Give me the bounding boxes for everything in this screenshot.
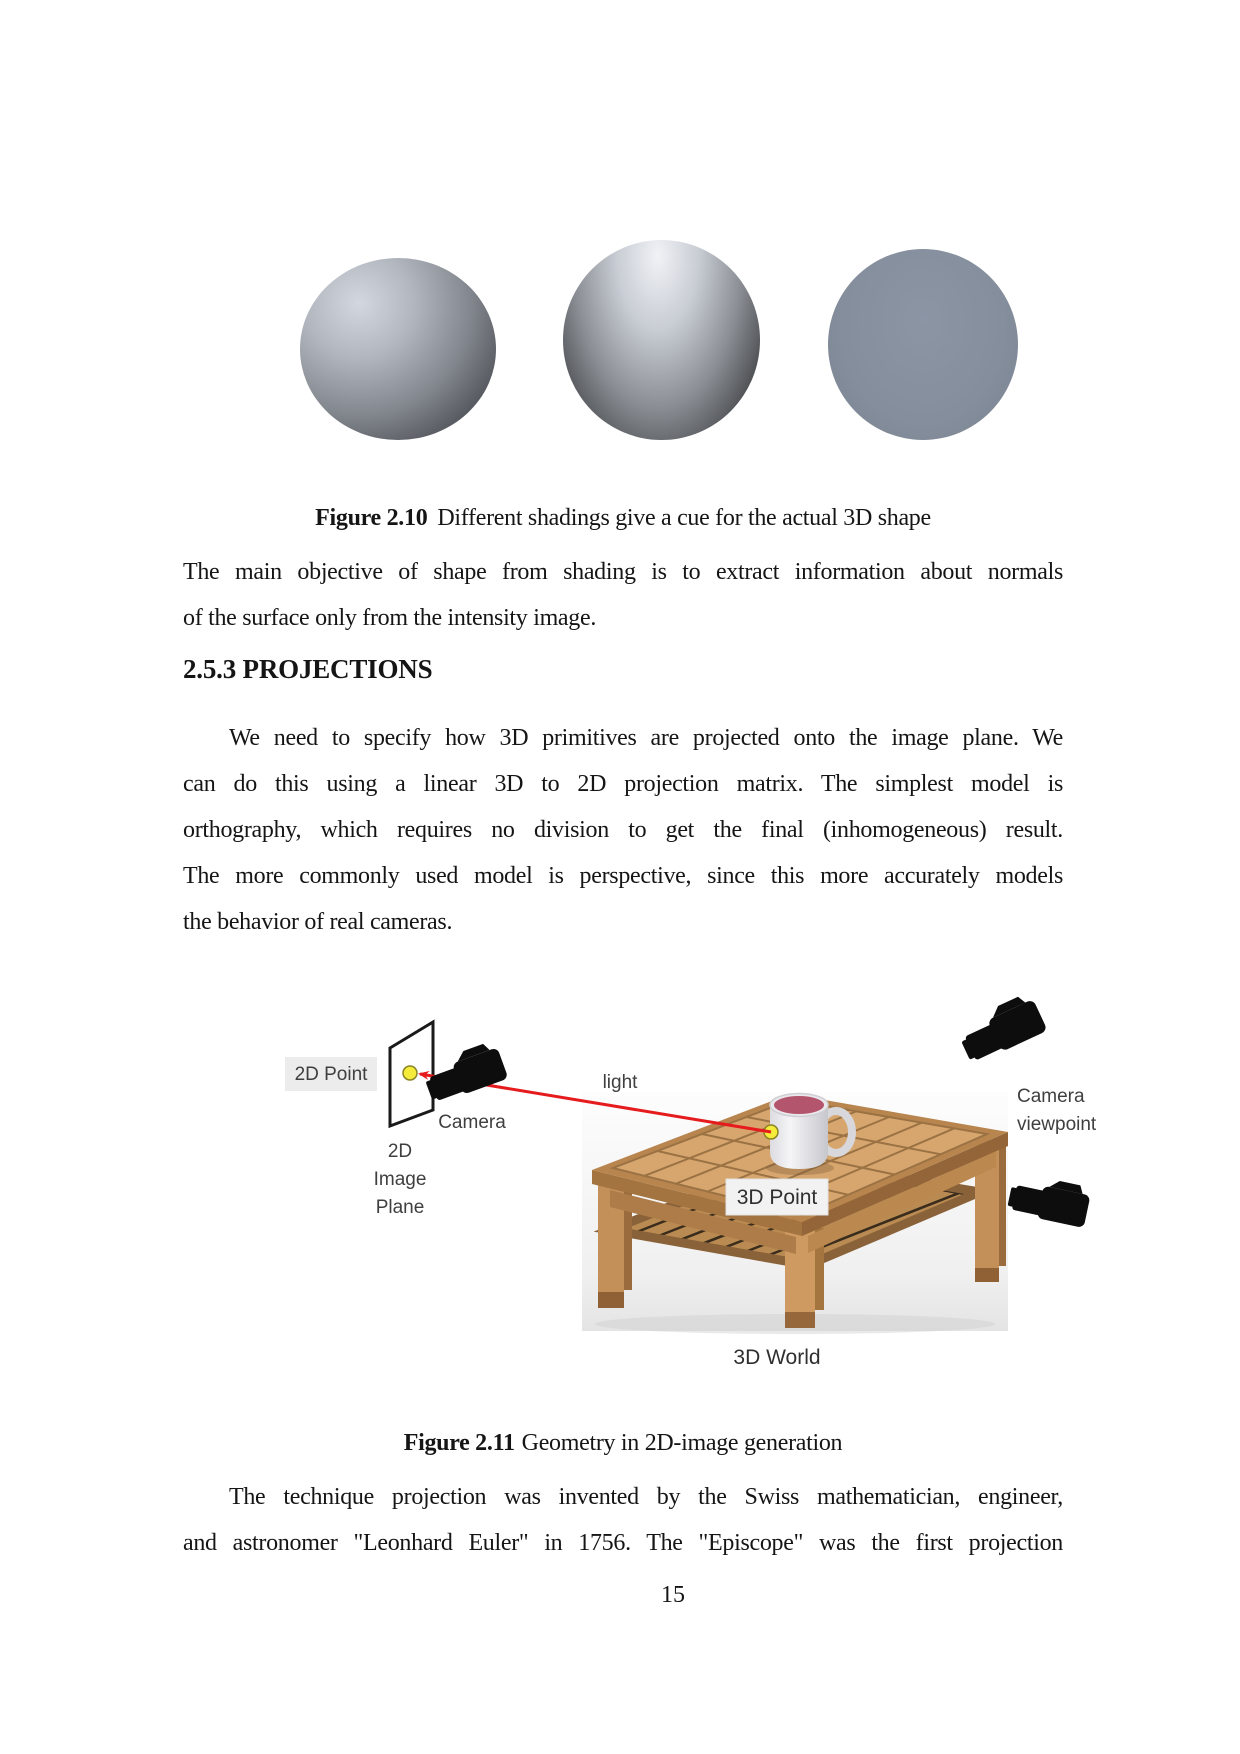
- paragraph-line: We need to specify how 3D primitives are projected onto the image plane. We: [229, 725, 1063, 751]
- figure-2-10-caption-label: Figure 2.10: [315, 505, 428, 531]
- 3d-point-label: 3D Point: [736, 1186, 818, 1209]
- figure-2-11-image: [280, 880, 1160, 1390]
- 2d-point-label: 2D Point: [294, 1064, 368, 1085]
- camera-viewpoint-label-line2: viewpoint: [1017, 1114, 1097, 1135]
- paragraph-line: can do this using a linear 3D to 2D projection matrix. The simplest model is: [183, 771, 1063, 797]
- intro-paragraph: [183, 549, 1063, 641]
- projected-2d-point: [403, 1066, 417, 1080]
- paragraph-line: of the surface only from the intensity image.: [183, 605, 597, 631]
- image-plane-label-line2: Image: [373, 1169, 427, 1190]
- image-plane-label-line1: 2D: [387, 1141, 413, 1162]
- figure-2-11-caption-text: Geometry in 2D-image generation: [521, 1430, 843, 1456]
- shaded-sphere-top-light: [563, 240, 760, 440]
- light-label: light: [602, 1072, 638, 1093]
- camera-viewpoint-label-line1: Camera: [1017, 1086, 1085, 1107]
- 3d-world-label: 3D World: [733, 1346, 821, 1369]
- camera-viewpoint-icon-top: [954, 991, 1047, 1065]
- camera-viewpoint-icon-bottom: [1006, 1171, 1092, 1228]
- shaded-sphere-upper-left-light: [300, 258, 496, 440]
- shaded-sphere-flat: [828, 249, 1018, 440]
- figure-2-11-caption: [183, 1420, 1063, 1466]
- history-paragraph: [183, 1474, 1063, 1566]
- figure-2-10-caption: [183, 495, 1063, 541]
- paragraph-line: The main objective of shape from shading is to extract information about normals: [183, 559, 1063, 585]
- paragraph-line: the behavior of real cameras.: [183, 909, 453, 935]
- camera-label: Camera: [438, 1112, 506, 1133]
- image-plane-label-line3: Plane: [375, 1197, 425, 1218]
- section-heading: 2.5.3 PROJECTIONS: [183, 654, 433, 684]
- paragraph-line: The technique projection was invented by the Swiss mathematician, engineer,: [229, 1484, 1063, 1510]
- figure-2-11-caption-label: Figure 2.11: [403, 1430, 515, 1456]
- figure-2-10-caption-text: Different shadings give a cue for the actual 3D shape: [437, 505, 931, 531]
- paragraph-line: The more commonly used model is perspective, since this more accurately models: [183, 863, 1063, 889]
- page-number: 15: [661, 1582, 685, 1608]
- paragraph-line: and astronomer "Leonhard Euler" in 1756. The "Episcope" was the first projection: [183, 1530, 1063, 1556]
- paragraph-line: orthography, which requires no division to get the final (inhomogeneous) result.: [183, 817, 1063, 843]
